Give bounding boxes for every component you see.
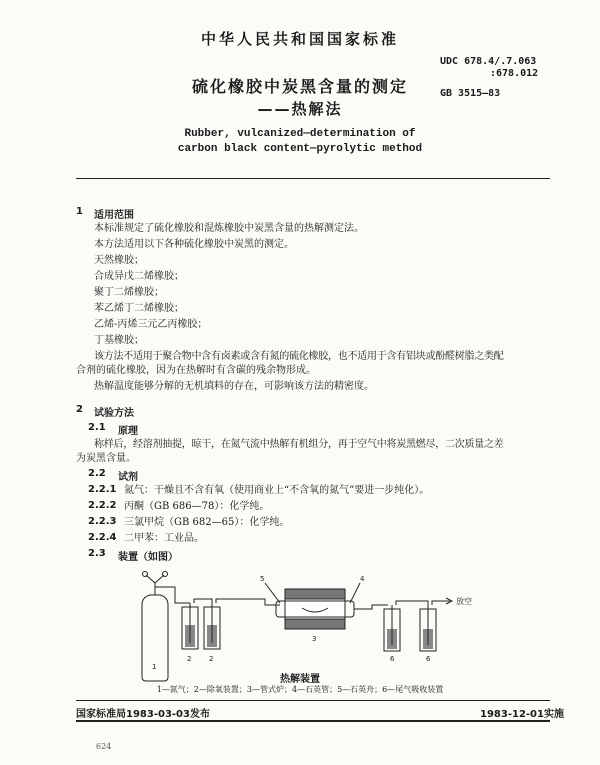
- vent-label: 放空: [456, 597, 472, 606]
- reagent-text: 三氯甲烷（GB 682—65）：化学纯。: [124, 517, 290, 528]
- section-2-number: 2: [76, 404, 83, 415]
- label-3: 3: [312, 635, 317, 643]
- label-1: 1: [152, 663, 157, 671]
- precision-note: 热解温度能够分解的无机填料的存在，可影响该方法的精密度。: [94, 381, 374, 392]
- deoxygenation-bottle: [182, 603, 198, 649]
- exhaust-absorber: [420, 605, 436, 651]
- label-2b: 2: [209, 655, 214, 663]
- label-6a: 6: [390, 655, 395, 663]
- header-divider: [76, 178, 550, 179]
- label-6b: 6: [426, 655, 431, 663]
- gb-standard-number: GB 3515—83: [440, 88, 501, 99]
- title-chinese-main: 硫化橡胶中炭黑含量的测定: [191, 77, 408, 96]
- udc-code-line1: UDC 678.4/.7.063: [440, 56, 537, 67]
- reagent-number: 2.2.1: [88, 484, 117, 495]
- subsection-2-3-heading: 装置（如图）: [118, 552, 178, 563]
- title-english-line1: Rubber, vulcanized—determination of: [184, 128, 416, 140]
- title-english-line2: carbon black content—pyrolytic method: [177, 143, 423, 155]
- subsection-2-1-heading: 原理: [118, 426, 138, 437]
- section-1-heading: 适用范围: [94, 210, 134, 221]
- subsection-2-1-number: 2.1: [88, 422, 106, 433]
- reagent-number: 2.2.2: [88, 500, 117, 511]
- section-1-line: 本方法适用以下各种硫化橡胶中炭黑的测定。: [94, 239, 294, 250]
- deoxygenation-bottle: [204, 603, 220, 649]
- label-5: 5: [260, 575, 265, 583]
- reagent-number: 2.2.4: [88, 532, 117, 543]
- principle-line1: 称样后，经溶剂抽提，晾干，在氮气流中热解有机组分，再于空气中将炭黑燃尽，二次质量之差: [94, 439, 504, 450]
- reagent-number: 2.2.3: [88, 516, 117, 527]
- subsection-2-2-heading: 试剂: [118, 472, 138, 483]
- reagent-text: 氮气：干燥且不含有氧（使用商业上“不含氧的氮气”要进一步纯化）。: [124, 485, 430, 496]
- principle-line2: 为炭黑含量。: [76, 453, 136, 464]
- diagram-caption: 1—氮气；2—除氧装置；3—管式炉；4—石英管；5—石英舟；6—尾气吸收装置: [156, 685, 444, 694]
- footer-rule-bottom: [76, 720, 550, 722]
- subsection-2-2-number: 2.2: [88, 468, 106, 479]
- effective-date: 1983-12-01实施: [480, 709, 564, 720]
- limitation-paragraph-line2: 合剂的硫化橡胶，因为在热解时有含碳的残余物形成。: [76, 365, 316, 376]
- section-1-line: 本标准规定了硫化橡胶和混炼橡胶中炭黑含量的热解测定法。: [94, 223, 364, 234]
- rubber-type-item: 天然橡胶；: [94, 255, 144, 266]
- tube-furnace: [285, 589, 345, 629]
- exhaust-absorber: [384, 605, 400, 651]
- label-4: 4: [360, 575, 365, 583]
- issue-date: 国家标准局1983-03-03发布: [76, 709, 210, 720]
- reagent-text: 二甲苯：工业品。: [124, 533, 204, 544]
- rubber-type-item: 苯乙烯丁二烯橡胶；: [94, 303, 184, 314]
- rubber-type-item: 聚丁二烯橡胶；: [94, 287, 164, 298]
- footer-rule-top: [76, 700, 550, 701]
- limitation-paragraph-line1: 该方法不适用于聚合物中含有卤素或含有氮的硫化橡胶，也不适用于含有铝块或酚醛树脂之类配: [94, 351, 504, 362]
- issuing-country-heading: 中华人民共和国国家标准: [200, 30, 399, 48]
- page-number: 624: [96, 742, 112, 751]
- subsection-2-3-number: 2.3: [88, 548, 106, 559]
- title-chinese-sub: ——热解法: [257, 100, 343, 118]
- section-2-heading: 试验方法: [94, 408, 134, 419]
- udc-code-line2: :678.012: [490, 68, 539, 79]
- diagram-title: 热解装置: [280, 674, 320, 685]
- section-1-number: 1: [76, 206, 83, 217]
- label-2a: 2: [187, 655, 192, 663]
- rubber-type-item: 合成异戊二烯橡胶；: [94, 271, 184, 282]
- reagent-text: 丙酮（GB 686—78）：化学纯。: [124, 501, 270, 512]
- rubber-type-item: 丁基橡胶；: [94, 335, 144, 346]
- rubber-type-item: 乙烯-丙烯三元乙丙橡胶；: [94, 319, 208, 330]
